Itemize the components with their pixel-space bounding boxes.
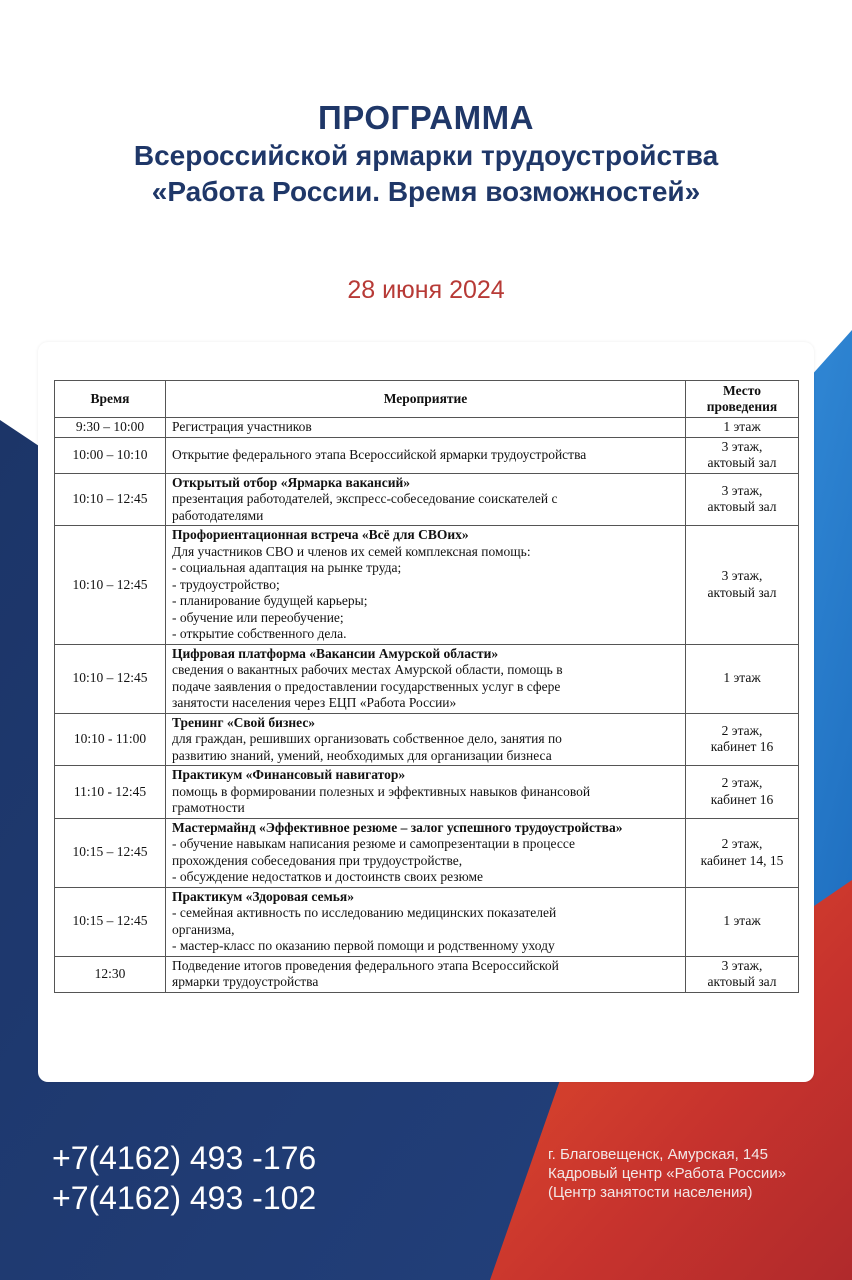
address-line-2: Кадровый центр «Работа России» bbox=[548, 1165, 787, 1182]
event-title: Цифровая платформа «Вакансии Амурской области» bbox=[172, 645, 499, 661]
row-place bbox=[686, 956, 799, 992]
event-date: 28 июня 2024 bbox=[347, 276, 505, 304]
event-description-line: - трудоустройство; bbox=[172, 576, 280, 592]
table-row bbox=[55, 473, 799, 526]
event-description-line: помощь в формировании полезных и эффективных навыков финансовой bbox=[172, 783, 591, 799]
event-title: Профориентационная встреча «Всё для СВОих» bbox=[172, 527, 469, 542]
place-line: актовый зал bbox=[707, 499, 777, 515]
event-description-line: Подведение итогов проведения федерального этапа Всероссийской bbox=[172, 957, 559, 973]
address-line-1: г. Благовещенск, Амурская, 145 bbox=[548, 1146, 768, 1163]
row-event bbox=[166, 766, 686, 819]
event-title: Открытый отбор «Ярмарка вакансий» bbox=[172, 474, 410, 490]
table-row bbox=[55, 818, 799, 887]
page-header bbox=[0, 98, 852, 210]
event-description-line: - обучение или переобучение; bbox=[172, 609, 344, 625]
contact-phones bbox=[52, 1138, 316, 1218]
row-event bbox=[166, 526, 686, 645]
phone-1[interactable]: +7(4162) 493 -176 bbox=[52, 1140, 317, 1176]
row-event bbox=[166, 644, 686, 713]
event-title: Практикум «Здоровая семья» bbox=[172, 888, 354, 904]
event-description-line: работодателями bbox=[172, 507, 264, 523]
event-description-line: занятости населения через ЕЦП «Работа России» bbox=[172, 695, 457, 710]
row-time: 10:10 – 12:45 bbox=[55, 526, 166, 645]
header-event: Мероприятие bbox=[166, 381, 686, 418]
address-line-3: (Центр занятости населения) bbox=[548, 1184, 753, 1201]
table-row bbox=[55, 956, 799, 992]
program-subtitle-line2: «Работа России. Время возможностей» bbox=[151, 176, 701, 207]
row-time: 12:30 bbox=[55, 956, 166, 992]
place-line: 1 этаж bbox=[723, 670, 761, 686]
event-description-line: - обсуждение недостатков и достоинств своих резюме bbox=[172, 869, 484, 884]
place-line: 2 этаж, bbox=[721, 836, 763, 851]
row-event bbox=[166, 887, 686, 956]
row-time: 10:10 - 11:00 bbox=[55, 713, 166, 766]
event-description-line: развитию знаний, умений, необходимых для организации бизнеса bbox=[172, 747, 552, 763]
place-line: актовый зал bbox=[707, 584, 777, 600]
row-place bbox=[686, 818, 799, 887]
header-place-line2: проведения bbox=[706, 399, 778, 414]
event-title: Мастермайнд «Эффективное резюме – залог успешного трудоустройства» bbox=[172, 819, 623, 835]
table-row bbox=[55, 418, 799, 438]
row-place bbox=[686, 887, 799, 956]
row-time: 9:30 – 10:00 bbox=[55, 418, 166, 438]
row-place bbox=[686, 713, 799, 766]
event-description-line: подаче заявления о предоставлении государственных услуг в сфере bbox=[172, 678, 561, 694]
place-line: 3 этаж, bbox=[721, 957, 763, 973]
table-row bbox=[55, 766, 799, 819]
row-time: 10:10 – 12:45 bbox=[55, 644, 166, 713]
place-line: актовый зал bbox=[707, 974, 777, 989]
place-line: кабинет 14, 15 bbox=[700, 852, 784, 868]
place-line: кабинет 16 bbox=[710, 739, 774, 755]
place-line: 2 этаж, bbox=[721, 775, 763, 791]
program-subtitle-line1: Всероссийской ярмарки трудоустройства bbox=[133, 140, 719, 171]
event-description-line: сведения о вакантных рабочих местах Амурской области, помощь в bbox=[172, 662, 563, 677]
row-place bbox=[686, 418, 799, 438]
row-time: 10:00 – 10:10 bbox=[55, 437, 166, 473]
table-row bbox=[55, 437, 799, 473]
row-time: 10:10 – 12:45 bbox=[55, 473, 166, 526]
phone-2[interactable]: +7(4162) 493 -102 bbox=[52, 1180, 317, 1216]
row-event bbox=[166, 713, 686, 766]
table-row bbox=[55, 526, 799, 645]
event-title: Тренинг «Свой бизнес» bbox=[172, 714, 316, 730]
row-event bbox=[166, 473, 686, 526]
row-event bbox=[166, 818, 686, 887]
header-place bbox=[686, 381, 799, 418]
table-header-row bbox=[55, 381, 799, 418]
event-description-line: Открытие федерального этапа Всероссийской ярмарки трудоустройства bbox=[172, 446, 587, 462]
row-place bbox=[686, 437, 799, 473]
row-time: 11:10 - 12:45 bbox=[55, 766, 166, 819]
event-description-line: - семейная активность по исследованию медицинских показателей bbox=[172, 905, 557, 920]
row-event bbox=[166, 437, 686, 473]
event-description-line: - социальная адаптация на рынке труда; bbox=[172, 560, 402, 575]
place-line: 3 этаж, bbox=[721, 482, 763, 498]
place-line: 2 этаж, bbox=[721, 722, 763, 738]
event-description-line: прохождения собеседования при трудоустройстве, bbox=[172, 852, 463, 868]
event-description-line: ярмарки трудоустройства bbox=[172, 974, 319, 989]
event-description-line: для граждан, решивших организовать собственное дело, занятия по bbox=[172, 731, 562, 746]
event-description-line: - обучение навыкам написания резюме и самопрезентации в процессе bbox=[172, 836, 575, 851]
event-description-line: Для участников СВО и членов их семей комплексная помощь: bbox=[172, 543, 531, 559]
event-description-line: Регистрация участников bbox=[172, 419, 312, 434]
table-row bbox=[55, 644, 799, 713]
place-line: 1 этаж bbox=[723, 419, 761, 434]
row-event bbox=[166, 956, 686, 992]
schedule-rows bbox=[55, 418, 799, 993]
place-line: 3 этаж, bbox=[721, 568, 763, 584]
event-description-line: грамотности bbox=[172, 800, 245, 815]
row-time: 10:15 – 12:45 bbox=[55, 887, 166, 956]
place-line: кабинет 16 bbox=[710, 791, 774, 807]
header-time: Время bbox=[55, 381, 166, 418]
row-place bbox=[686, 766, 799, 819]
program-title: ПРОГРАММА bbox=[318, 99, 534, 136]
place-line: 1 этаж bbox=[723, 913, 761, 929]
table-row bbox=[55, 887, 799, 956]
place-line: актовый зал bbox=[707, 455, 777, 470]
header-place-line1: Место bbox=[723, 382, 761, 398]
schedule-table bbox=[54, 380, 799, 993]
event-title: Практикум «Финансовый навигатор» bbox=[172, 767, 406, 782]
event-description-line: - мастер-класс по оказанию первой помощи и родственному уходу bbox=[172, 938, 555, 953]
contact-address bbox=[548, 1145, 786, 1202]
row-place bbox=[686, 644, 799, 713]
event-description-line: - открытие собственного дела. bbox=[172, 626, 347, 641]
event-description-line: организма, bbox=[172, 921, 235, 937]
event-description-line: - планирование будущей карьеры; bbox=[172, 593, 368, 608]
row-event bbox=[166, 418, 686, 438]
row-place bbox=[686, 473, 799, 526]
event-description-line: презентация работодателей, экспресс-собеседование соискателей с bbox=[172, 491, 558, 506]
table-row bbox=[55, 713, 799, 766]
place-line: 3 этаж, bbox=[721, 438, 763, 454]
row-time: 10:15 – 12:45 bbox=[55, 818, 166, 887]
row-place bbox=[686, 526, 799, 645]
